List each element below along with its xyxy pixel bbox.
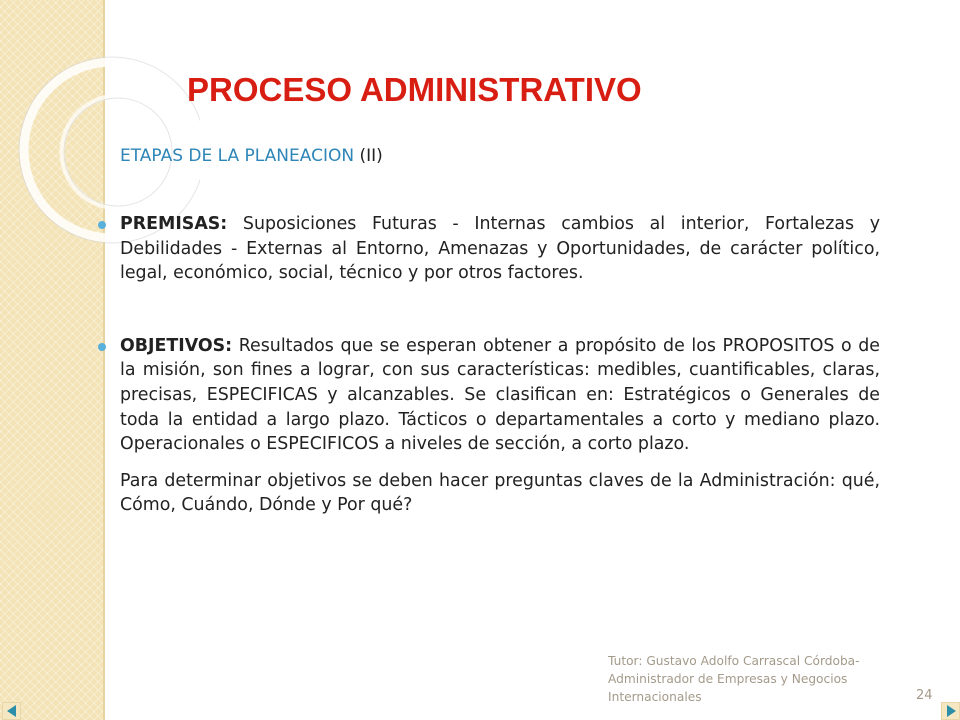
slide-subtitle [120,144,383,168]
body-paragraph: Para determinar objetivos se deben hacer preguntas claves de la Administración: qué, Cómo, Cuándo, Dónde y Por qué? [120,470,880,516]
slide-title: PROCESO ADMINISTRATIVO [187,71,642,108]
bullet-text: Resultados que se esperan obtener a propósito de los PROPOSITOS o de la misión, son fines a lograr, con sus características: medibles, cuantificables, claras, precisas, ESPECIFICAS y alcanzables. Se clasifican en: Estratégicos o Generales de toda la entidad a largo plazo. Tácticos o departamentales a corto y mediano plazo. Operacionales o ESPECIFICOS a niveles de sección, a corto plazo. [120,335,880,455]
subtitle-suffix: (II) [359,146,383,166]
triangle-right-icon [946,705,956,717]
bullet-premisas [120,212,880,286]
bullet-dot-icon [98,343,106,351]
subtitle-text: ETAPAS DE LA PLANEACION [120,146,355,166]
page-number: 24 [916,688,933,703]
bullet-label: OBJETIVOS: [120,335,233,356]
bullet-dot-icon [98,221,106,229]
bullet-label: PREMISAS: [120,214,228,234]
triangle-left-icon [7,705,17,717]
previous-slide-button[interactable] [2,702,21,720]
author-credit [608,652,908,706]
author-line: Internacionales [608,690,702,704]
bullet-objetivos [120,334,880,457]
slide-body [120,212,880,518]
author-line: Tutor: Gustavo Adolfo Carrascal Córdoba- [608,654,860,668]
author-line: Administrador de Empresas y Negocios [608,672,848,686]
next-slide-button[interactable] [941,702,960,720]
bullet-text: Suposiciones Futuras - Internas cambios al interior, Fortalezas y Debilidades - Externas al Entorno, Amenazas y Oportunidades, de carácter político, legal, económico, social, técnico y por otros factores. [120,214,881,284]
